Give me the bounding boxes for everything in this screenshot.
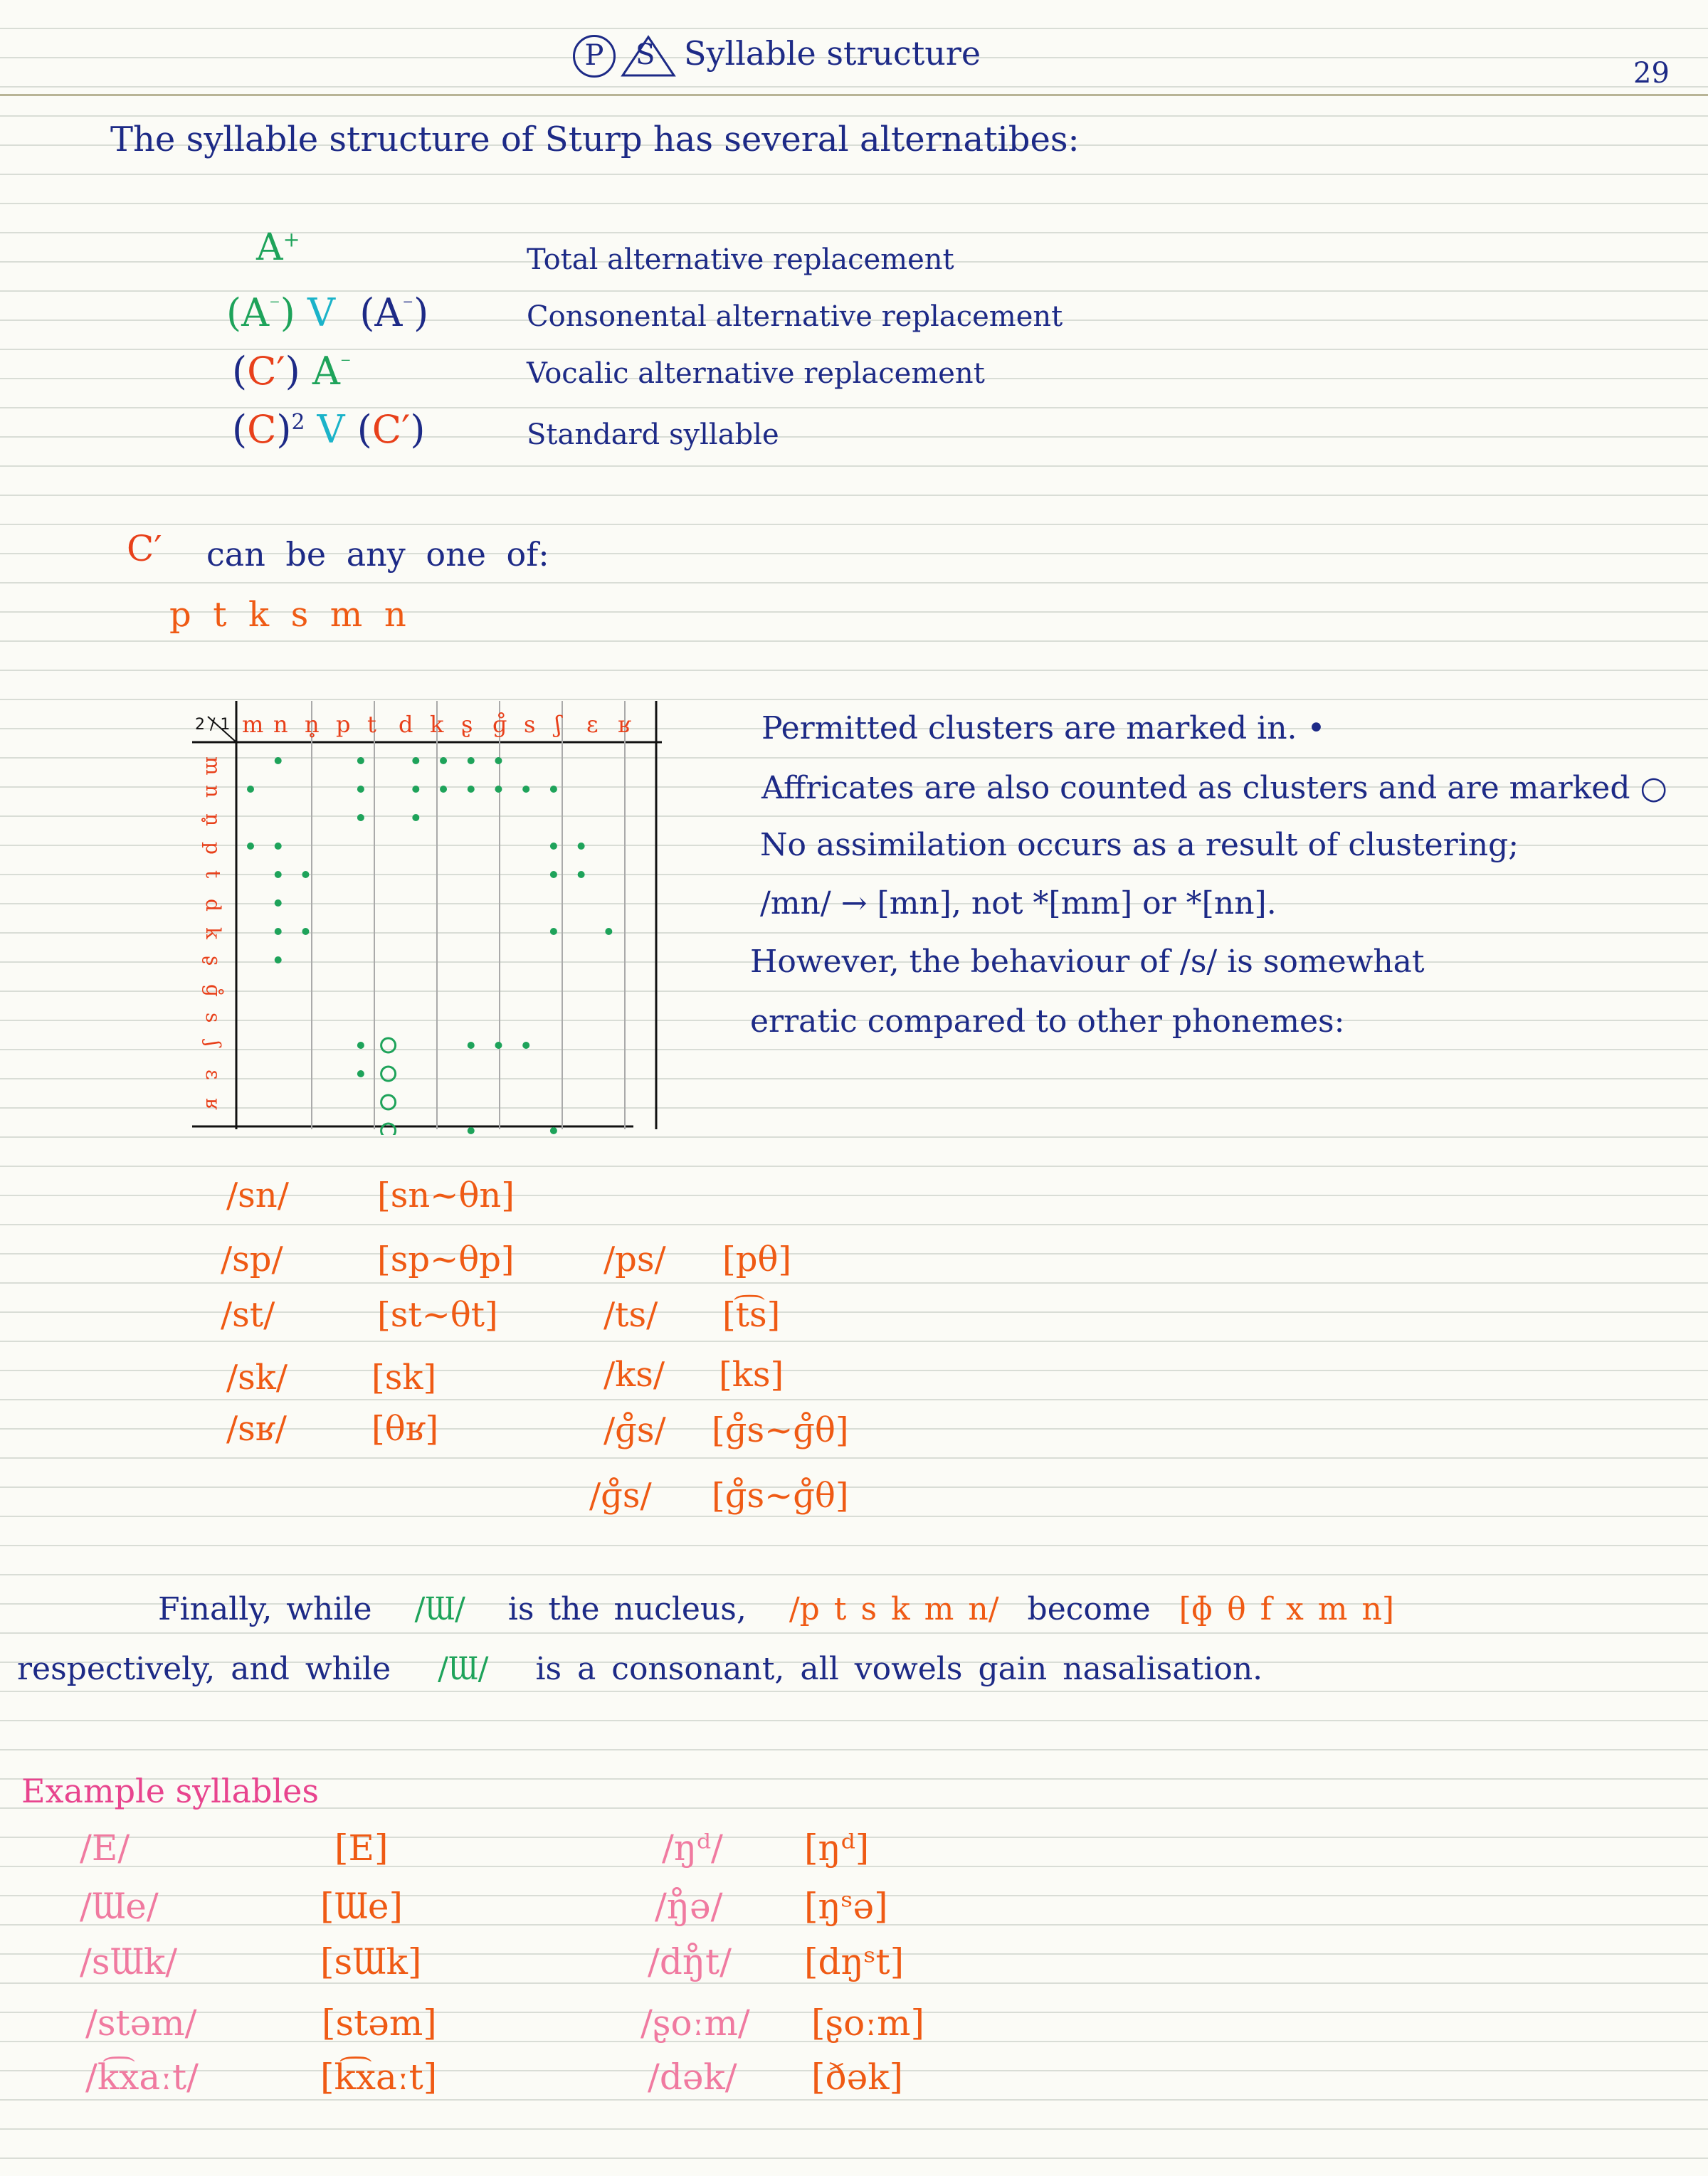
grid-permitted-dot (522, 1042, 529, 1049)
grid-row-header: k (201, 927, 225, 939)
grid-permitted-dot (275, 956, 282, 963)
example-phone: [sƜk] (320, 1941, 422, 1982)
grid-row-header: m (201, 756, 225, 776)
grid-row-header: p (201, 842, 225, 855)
grid-permitted-dot (468, 786, 475, 793)
grid-affricate-circle (381, 1095, 396, 1109)
grid-permitted-dot (578, 843, 585, 850)
example-phoneme: /Ɯe/ (80, 1886, 159, 1927)
final-line-1 (158, 1591, 1394, 1627)
s-pair-phoneme: /sʁ/ (226, 1409, 287, 1449)
cluster-grid-svg (192, 701, 676, 1135)
s-pair-phone: [sp~θp] (377, 1240, 515, 1279)
grid-row-header: ɡ̊ (201, 984, 225, 997)
example-phoneme: /E/ (80, 1827, 130, 1869)
grid-permitted-dot (357, 786, 364, 793)
example-phone: [Ɯe] (320, 1886, 404, 1927)
final-phoneme: /Ɯ/ (438, 1651, 489, 1687)
s-pair-phoneme: /ɡ̊s/ (589, 1476, 652, 1516)
s-pair-phone: [ɡ̊s~ɡ̊θ] (712, 1476, 849, 1516)
s-pair-phoneme: /ts/ (603, 1295, 658, 1335)
cluster-grid (192, 701, 676, 1135)
final-phone: [ɸ θ f x m n] (1179, 1591, 1394, 1627)
grid-row-header: d (201, 899, 225, 912)
grid-permitted-dot (357, 1042, 364, 1049)
grid-permitted-dot (440, 786, 447, 793)
grid-column-header: s (524, 711, 536, 738)
grid-permitted-dot (550, 1127, 557, 1134)
grid-permitted-dot (247, 843, 254, 850)
final-word: respectively, and while (17, 1651, 391, 1687)
grid-permitted-dot (495, 786, 502, 793)
grid-row-header: ʁ (201, 1098, 225, 1110)
coda-text: can be any one of: (206, 535, 549, 574)
examples-heading: Example syllables (21, 1772, 319, 1810)
grid-permitted-dot (412, 814, 419, 821)
grid-permitted-dot (550, 871, 557, 878)
grid-column-header: k (430, 711, 444, 738)
grid-row-header: ɛ (201, 1069, 225, 1080)
final-word: is the nucleus, (507, 1591, 747, 1627)
grid-affricate-circle (381, 1124, 396, 1135)
grid-permitted-dot (357, 757, 364, 764)
grid-row-header: ʂ (201, 956, 225, 966)
grid-permitted-dot (550, 786, 557, 793)
grid-row-header: s (201, 1013, 225, 1023)
grid-column-header: n (273, 711, 288, 738)
grid-permitted-dot (247, 786, 254, 793)
note-line: No assimilation occurs as a result of clustering; (760, 827, 1519, 863)
grid-column-header: m (242, 711, 264, 738)
final-word: become (1027, 1591, 1151, 1627)
grid-column-header: ʁ (618, 711, 631, 738)
s-pair-phone: [ɡ̊s~ɡ̊θ] (712, 1410, 849, 1450)
grid-row-header: ʃ (201, 1041, 225, 1047)
grid-permitted-dot (275, 871, 282, 878)
grid-permitted-dot (468, 1042, 475, 1049)
example-phone: [E] (334, 1827, 389, 1869)
grid-permitted-dot (302, 928, 309, 935)
grid-column-header: t (367, 711, 376, 738)
grid-permitted-dot (495, 757, 502, 764)
final-phoneme: /Ɯ/ (414, 1591, 465, 1627)
grid-column-header: ʃ (555, 711, 562, 738)
final-word: is a consonant, all vowels gain nasalisation. (535, 1651, 1263, 1687)
grid-permitted-dot (550, 843, 557, 850)
example-phone: [ŋᵈ] (804, 1827, 870, 1869)
note-line: Affricates are also counted as clusters and are marked ○ (761, 770, 1667, 806)
grid-column-header: d (399, 711, 413, 738)
example-phoneme: /ŋ̊ə/ (655, 1886, 723, 1927)
grid-permitted-dot (357, 814, 364, 821)
grid-permitted-dot (275, 757, 282, 764)
grid-permitted-dot (440, 757, 447, 764)
structure-formula-consonantal: (A⁻) V (A⁻) (226, 290, 429, 335)
example-phone: [dŋˢt] (804, 1941, 905, 1982)
s-pair-phoneme: /sp/ (221, 1240, 283, 1279)
grid-corner-label: 2 / 1 (195, 716, 231, 734)
note-line: Permitted clusters are marked in. • (761, 710, 1326, 746)
structure-desc: Vocalic alternative replacement (527, 357, 985, 390)
structure-desc: Total alternative replacement (527, 243, 954, 276)
grid-column-header: p (336, 711, 351, 738)
grid-row-header: n (201, 785, 225, 798)
note-line: However, the behaviour of /s/ is somewhat (750, 944, 1425, 980)
final-phoneme: /p t s k m n/ (789, 1591, 999, 1627)
s-pair-phone: [t͡s] (722, 1295, 781, 1335)
structure-formula-vocalic: (C′) A⁻ (232, 349, 352, 394)
example-phoneme: /sƜk/ (80, 1941, 178, 1982)
grid-permitted-dot (412, 786, 419, 793)
intro-text: The syllable structure of Sturp has several alternatibes: (110, 120, 1080, 159)
grid-permitted-dot (468, 1127, 475, 1134)
s-pair-phone: [st~θt] (377, 1295, 498, 1335)
final-line-2 (17, 1651, 1262, 1687)
final-word: Finally, while (158, 1591, 372, 1627)
grid-column-header: ʂ (461, 711, 473, 738)
grid-permitted-dot (302, 871, 309, 878)
s-pair-phoneme: /ks/ (603, 1355, 665, 1395)
grid-row-header: n̥ (201, 813, 225, 827)
coda-label: C′ (127, 528, 162, 569)
example-phoneme: /ʂoːm/ (640, 2002, 750, 2044)
example-phoneme: /ŋᵈ/ (662, 1827, 723, 1869)
example-phoneme: /dək/ (648, 2056, 737, 2098)
example-phone: [ʂoːm] (811, 2002, 925, 2044)
structure-desc: Consonental alternative replacement (527, 300, 1063, 333)
s-pair-phoneme: /sk/ (226, 1358, 288, 1398)
structure-formula-total: A+ (256, 226, 300, 269)
example-phoneme: /k͡xaːt/ (85, 2056, 199, 2098)
grid-affricate-circle (381, 1038, 396, 1052)
grid-affricate-circle (381, 1067, 396, 1081)
page-header (573, 34, 981, 78)
s-pair-phoneme: /st/ (221, 1295, 275, 1335)
page-header-rule (0, 94, 1708, 96)
grid-permitted-dot (275, 899, 282, 907)
badge-s-label: S (636, 38, 655, 71)
grid-permitted-dot (412, 757, 419, 764)
grid-permitted-dot (495, 1042, 502, 1049)
note-line: erratic compared to other phonemes: (750, 1003, 1345, 1040)
grid-row-header: t (201, 870, 225, 879)
grid-column-header: ɛ (586, 711, 599, 738)
s-pair-phoneme: /sn/ (226, 1176, 289, 1215)
s-pair-phone: [sk] (371, 1358, 437, 1398)
grid-permitted-dot (275, 843, 282, 850)
grid-column-header: n̥ (305, 711, 320, 738)
s-pair-phone: [ks] (719, 1355, 784, 1395)
page-title: Syllable structure (684, 34, 981, 73)
coda-consonants: p t k s m n (169, 595, 406, 635)
page-number: 29 (1633, 57, 1670, 90)
s-pair-phoneme: /ps/ (603, 1240, 666, 1279)
example-phoneme: /stəm/ (85, 2002, 197, 2044)
grid-column-header: ɡ̊ (492, 711, 507, 738)
grid-permitted-dot (605, 928, 612, 935)
s-pair-phone: [pθ] (722, 1240, 792, 1279)
s-pair-phoneme: /ɡ̊s/ (603, 1410, 666, 1450)
example-phone: [stəm] (322, 2002, 437, 2044)
note-line: /mn/ → [mn], not *[mm] or *[nn]. (760, 885, 1277, 921)
grid-permitted-dot (522, 786, 529, 793)
s-pair-phone: [sn~θn] (377, 1176, 515, 1215)
grid-permitted-dot (550, 928, 557, 935)
example-phone: [ŋˢə] (804, 1886, 888, 1927)
grid-permitted-dot (578, 871, 585, 878)
badge-s-triangle-icon (620, 34, 677, 78)
grid-permitted-dot (468, 757, 475, 764)
example-phone: [k͡xaːt] (320, 2056, 438, 2098)
example-phoneme: /dŋ̊t/ (648, 1941, 732, 1982)
structure-formula-standard: $(C)^2$ V (C′) (232, 407, 426, 452)
example-phone: [ðək] (811, 2056, 904, 2098)
s-pair-phone: [θʁ] (371, 1409, 439, 1449)
grid-permitted-dot (357, 1070, 364, 1077)
structure-desc: Standard syllable (527, 418, 779, 451)
grid-permitted-dot (275, 928, 282, 935)
badge-p-icon: P (573, 35, 616, 78)
